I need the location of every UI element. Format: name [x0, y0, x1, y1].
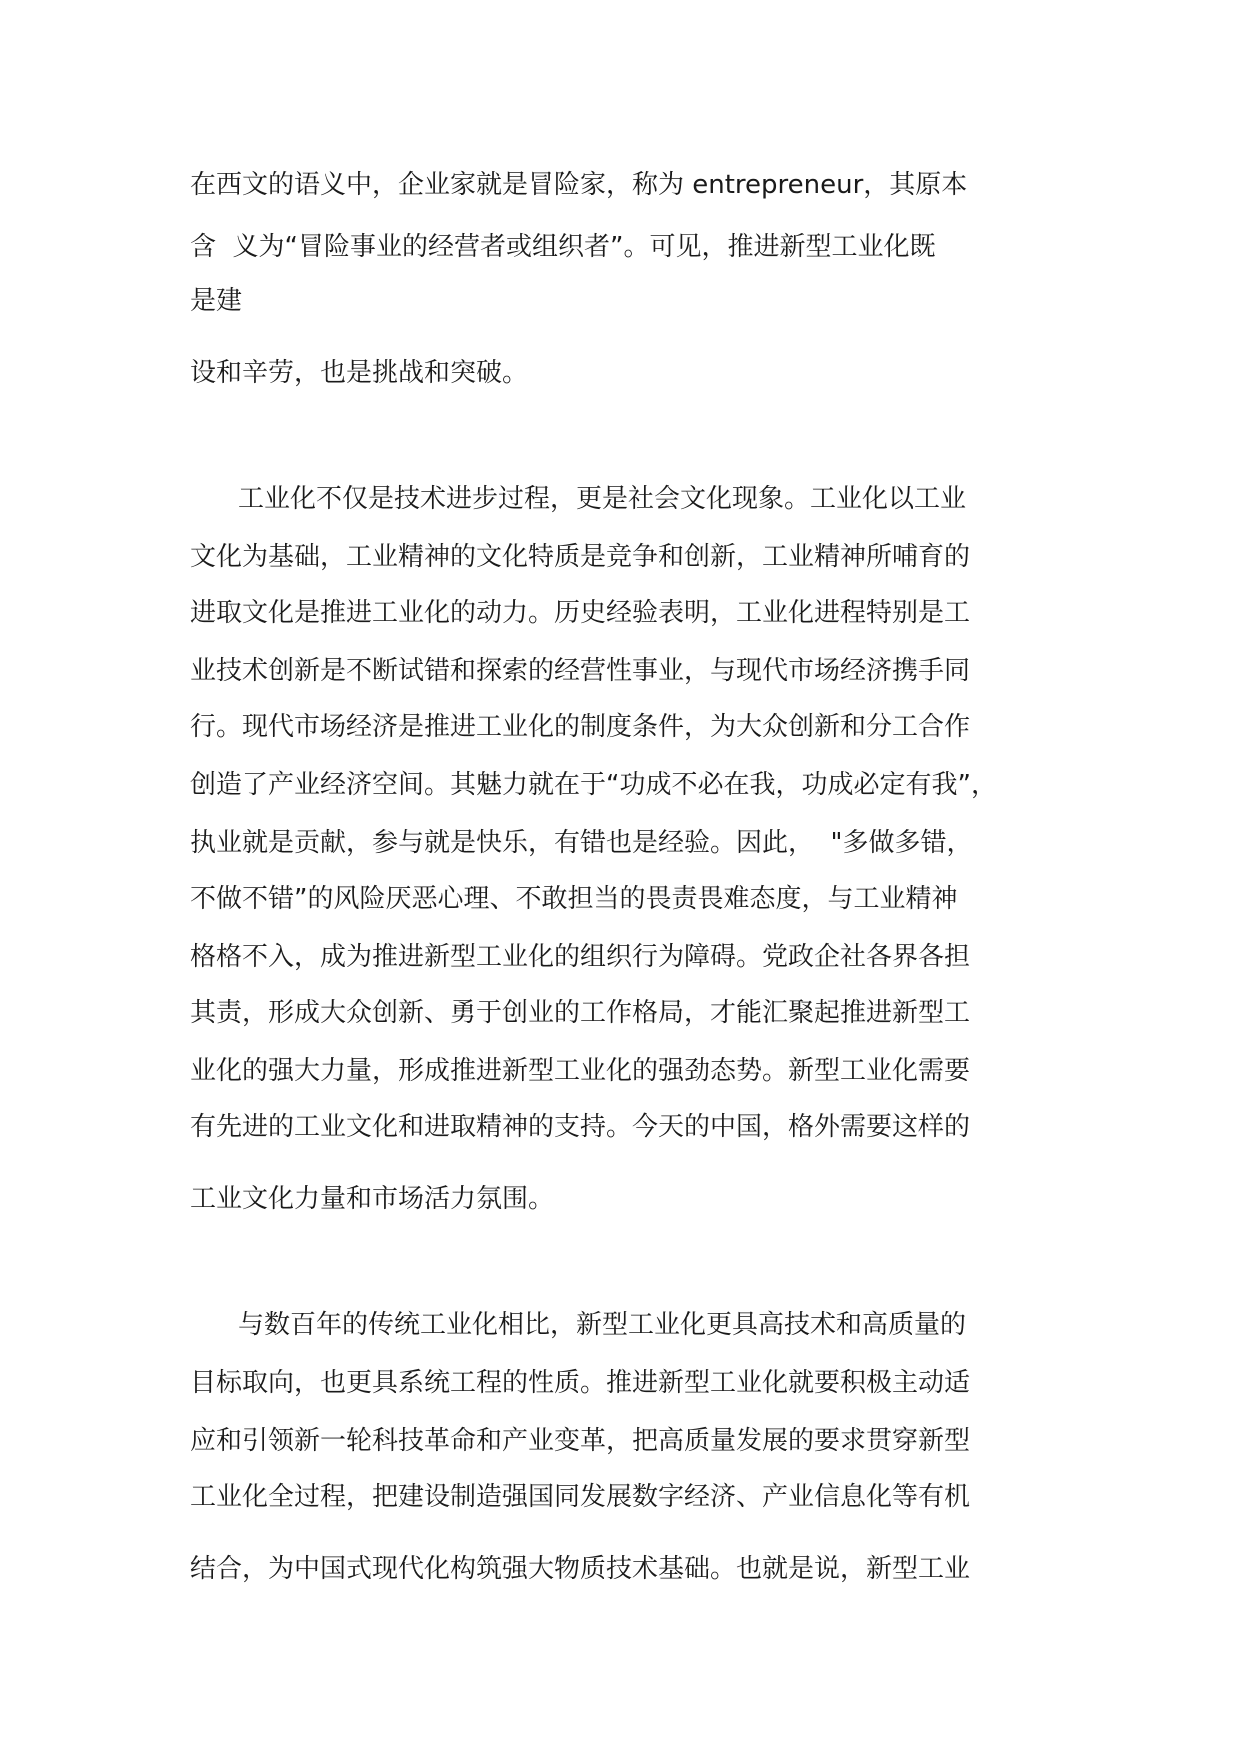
paragraph-2-line-2: 文化为基础，工业精神的文化特质是竞争和创新，工业精神所哺育的 [190, 542, 971, 572]
paragraph-2-line-7: 执业就是贡献，参与就是快乐，有错也是经验。因此， "多做多错， [190, 828, 973, 858]
paragraph-1-line-1: 在西文的语义中，企业家就是冒险家，称为 entrepreneur，其原本 [190, 170, 968, 200]
paragraph-2-line-3: 进取文化是推进工业化的动力。历史经验表明，工业化进程特别是工 [190, 598, 971, 628]
paragraph-1-line-3: 是建 [190, 286, 243, 316]
paragraph-2-line-4: 业技术创新是不断试错和探索的经营性事业，与现代市场经济携手同 [190, 656, 971, 686]
paragraph-3-line-5: 结合，为中国式现代化构筑强大物质技术基础。也就是说，新型工业 [190, 1554, 971, 1584]
paragraph-2-line-8: 不做不错”的风险厌恶心理、不敢担当的畏责畏难态度，与工业精神 [190, 884, 958, 914]
paragraph-2-line-12: 有先进的工业文化和进取精神的支持。今天的中国，格外需要这样的 [190, 1112, 971, 1142]
paragraph-1-line-4: 设和辛劳，也是挑战和突破。 [190, 358, 529, 388]
paragraph-2-line-1: 工业化不仅是技术进步过程，更是社会文化现象。工业化以工业 [238, 484, 967, 514]
paragraph-2-line-5: 行。现代市场经济是推进工业化的制度条件，为大众创新和分工合作 [190, 712, 971, 742]
paragraph-2-line-6: 创造了产业经济空间。其魅力就在于“功成不必在我，功成必定有我”， [190, 770, 997, 800]
paragraph-3-line-3: 应和引领新一轮科技革命和产业变革，把高质量发展的要求贯穿新型 [190, 1426, 971, 1456]
paragraph-3-line-2: 目标取向，也更具系统工程的性质。推进新型工业化就要积极主动适 [190, 1368, 971, 1398]
paragraph-3-line-4: 工业化全过程，把建设制造强国同发展数字经济、产业信息化等有机 [190, 1482, 971, 1512]
paragraph-1-line-2: 含 义为“冒险事业的经营者或组织者”。可见，推进新型工业化既 [190, 232, 936, 262]
paragraph-3-line-1: 与数百年的传统工业化相比，新型工业化更具高技术和高质量的 [238, 1310, 967, 1340]
paragraph-2-line-13: 工业文化力量和市场活力氛围。 [190, 1184, 555, 1214]
paragraph-2-line-9: 格格不入，成为推进新型工业化的组织行为障碍。党政企社各界各担 [190, 942, 971, 972]
paragraph-2-line-11: 业化的强大力量，形成推进新型工业化的强劲态势。新型工业化需要 [190, 1056, 971, 1086]
paragraph-2-line-10: 其责，形成大众创新、勇于创业的工作格局，才能汇聚起推进新型工 [190, 998, 971, 1028]
